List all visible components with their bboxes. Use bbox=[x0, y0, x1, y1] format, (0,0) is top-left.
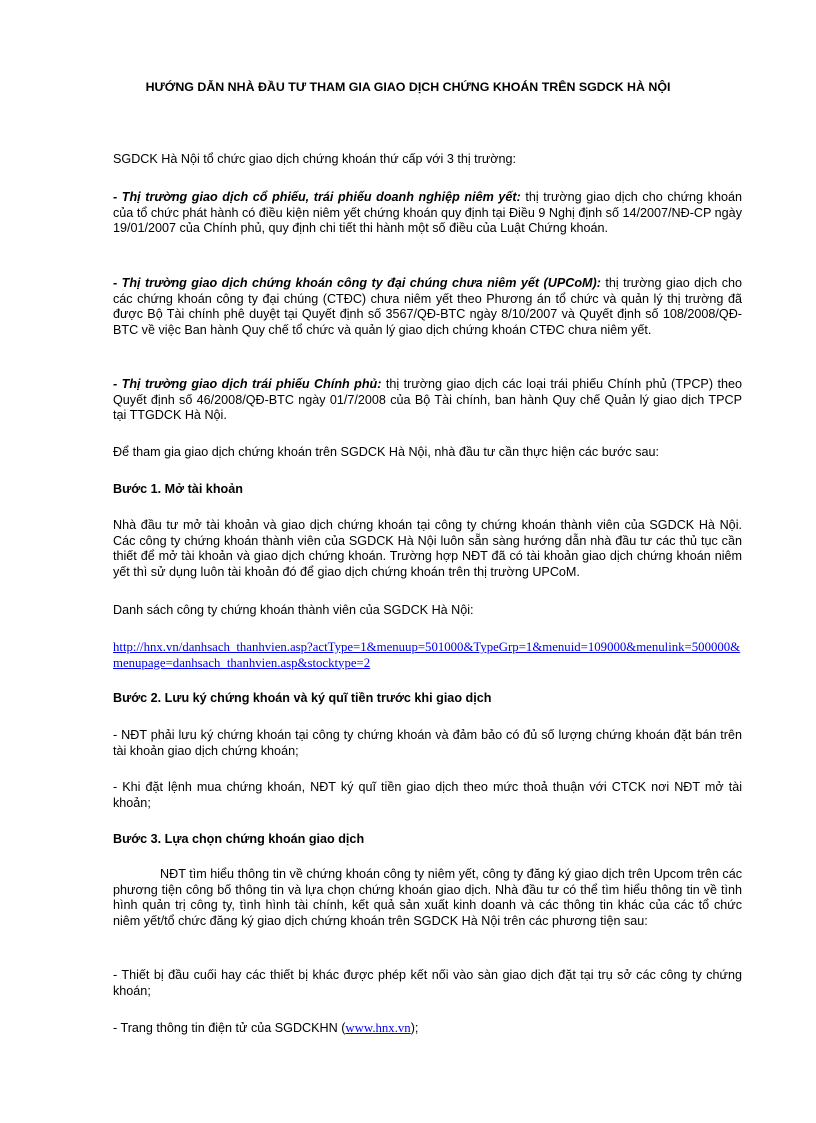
market3-paragraph bbox=[113, 377, 742, 424]
market1-heading: - Thị trường giao dịch cổ phiếu, trái phiếu doanh nghiệp niêm yết: bbox=[113, 190, 521, 204]
market2-paragraph bbox=[113, 276, 742, 338]
steps-intro: Để tham gia giao dịch chứng khoán trên SGDCK Hà Nội, nhà đầu tư cần thực hiện các bước sau: bbox=[113, 445, 660, 459]
step3-heading: Bước 3. Lựa chọn chứng khoán giao dịch bbox=[113, 832, 365, 846]
step2-item2: - Khi đặt lệnh mua chứng khoán, NĐT ký quĩ tiền giao dịch theo mức thoả thuận với CTCK nơi NĐT mở tài khoản; bbox=[113, 780, 742, 810]
market3-heading: - Thị trường giao dịch trái phiếu Chính phủ: bbox=[113, 377, 382, 391]
step3-paragraph: NĐT tìm hiểu thông tin về chứng khoán công ty niêm yết, công ty đăng ký giao dịch trên Upcom trên các phương tiện công bố thông tin và lựa chọn chứng khoán giao dịch. Nhà đầu tư có thể tìm hiểu thông tin về tình hình quản trị công ty, tình hình tài chính, kết quả sản xuất kinh doanh và các thông tin khác của các tổ chức niêm yết/tổ chức đăng ký giao dịch chứng khoán trên SGDCK Hà Nội trên các phương tiện sau: bbox=[113, 867, 742, 928]
hnx-website-link[interactable]: www.hnx.vn bbox=[345, 1021, 411, 1035]
step3-item2-suffix: ); bbox=[410, 1021, 419, 1035]
step1-paragraph: Nhà đầu tư mở tài khoản và giao dịch chứng khoán tại công ty chứng khoán thành viên của SGDCK Hà Nội. Các công ty chứng khoán thành viên của SGDCK Hà Nội luôn sẵn sàng hướng dẫn nhà đầu tư các thủ tục cần thiết để mở tài khoản và giao dịch chứng khoán. Trường hợp NĐT đã có tài khoản giao dịch chứng khoán niêm yết thì sử dụng luôn tài khoản đó để giao dịch chứng khoán trên thị trường UPCoM. bbox=[113, 518, 742, 579]
market1-text: thị trường giao dịch cho chứng khoán của tổ chức phát hành có điều kiện niêm yết chứng khoán quy định tại Điều 9 Nghị định số 14/2007/NĐ-CP ngày 19/01/2007 của Chính phủ, quy định chi tiết thi hành một số điều của Luật Chứng khoán. bbox=[113, 190, 742, 235]
step2-item1: - NĐT phải lưu ký chứng khoán tại công ty chứng khoán và đảm bảo có đủ số lượng chứng khoán đặt bán trên tài khoản giao dịch chứng khoán; bbox=[113, 728, 742, 758]
intro-paragraph: SGDCK Hà Nội tổ chức giao dịch chứng khoán thứ cấp với 3 thị trường: bbox=[113, 152, 517, 166]
step3-item1: - Thiết bị đầu cuối hay các thiết bị khác được phép kết nối vào sàn giao dịch đặt tại trụ sở các công ty chứng khoán; bbox=[113, 968, 742, 998]
member-list-label: Danh sách công ty chứng khoán thành viên của SGDCK Hà Nội: bbox=[113, 603, 474, 617]
market1-paragraph bbox=[113, 190, 742, 237]
step2-heading: Bước 2. Lưu ký chứng khoán và ký quĩ tiền trước khi giao dịch bbox=[113, 691, 492, 705]
market3-text: thị trường giao dịch các loại trái phiếu Chính phủ (TPCP) theo Quyết định số 46/2008/QĐ-BTC ngày 01/7/2008 của Bộ Tài chính, ban hành Quy chế Quản lý giao dịch TPCP tại TTGDCK Hà Nội. bbox=[113, 377, 742, 422]
step1-heading: Bước 1. Mở tài khoản bbox=[113, 482, 243, 496]
page-title: HƯỚNG DẪN NHÀ ĐẦU TƯ THAM GIA GIAO DỊCH CHỨNG KHOÁN TRÊN SGDCK HÀ NỘI bbox=[145, 80, 671, 94]
step3-item2-prefix: - Trang thông tin điện tử của SGDCKHN ( bbox=[113, 1021, 346, 1035]
member-list-link-container bbox=[113, 640, 742, 671]
market2-text: thị trường giao dịch cho các chứng khoán công ty đại chúng (CTĐC) chưa niêm yết theo Phương án tổ chức và quản lý thị trường đã được Bộ Tài chính phê duyệt tại Quyết định số 3567/QĐ-BTC ngày 8/10/2007 và Quyết định số 108/2008/QĐ-BTC về việc Ban hành Quy chế tổ chức và quản lý giao dịch chứng khoán CTĐC chưa niêm yết. bbox=[113, 276, 743, 337]
member-list-link[interactable]: http://hnx.vn/danhsach_thanhvien.asp?actType=1&menuup=501000&TypeGrp=1&menuid=109000&menulink=500000&menupage=danhsach_thanhvien.asp&stocktype=2 bbox=[113, 640, 741, 670]
step3-item2 bbox=[113, 1021, 742, 1037]
market2-heading: - Thị trường giao dịch chứng khoán công ty đại chúng chưa niêm yết (UPCoM): bbox=[113, 276, 601, 290]
